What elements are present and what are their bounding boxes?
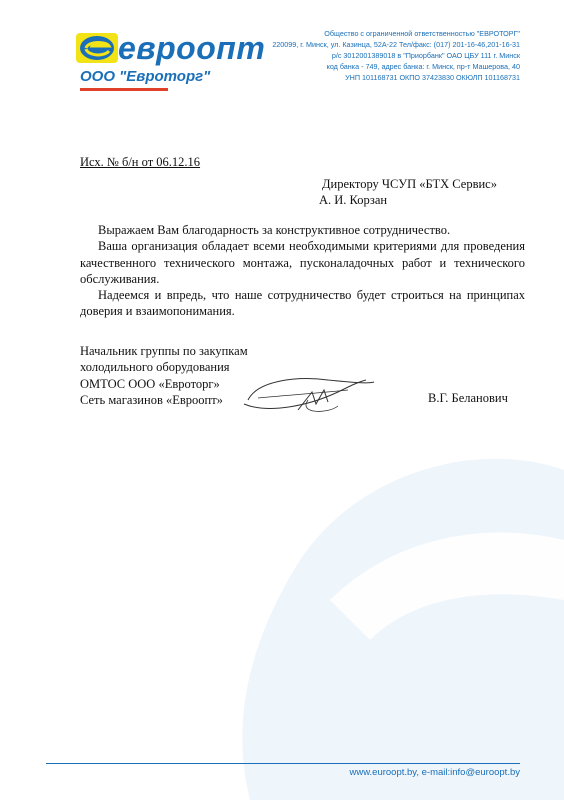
header-accent-rule [80, 88, 168, 91]
requisites-line: УНП 101168731 ОКПО 37423830 ОКЮЛП 101168731 [345, 73, 520, 82]
letter-body [80, 222, 525, 320]
euroopt-logo-icon [76, 33, 118, 63]
addressee-block [319, 176, 497, 208]
paragraph-hope: Надеемся и впредь, что наше сотрудничество будет строиться на принципах доверия и взаимопонимания. [80, 288, 525, 319]
footer-contacts: www.euroopt.by, e-mail:info@euroopt.by [349, 767, 520, 778]
company-requisites [220, 28, 520, 83]
logo-wordmark: евроопт [118, 30, 266, 66]
signatory-line: холодильного оборудования [80, 360, 230, 375]
addressee-name: А. И. Корзан [319, 193, 388, 207]
requisites-line: 220099, г. Минск, ул. Казинца, 52А-22 Тел/факс: (017) 201-16-46,201-16-31 [272, 40, 520, 49]
signatory-line: ОМТОС ООО «Евроторг» [80, 376, 220, 391]
company-short-name: ООО "Евроторг" [80, 68, 211, 85]
signer-name: В.Г. Беланович [428, 391, 508, 405]
signatory-line: Начальник группы по закупкам [80, 344, 248, 358]
paragraph-criteria: Ваша организация обладает всеми необходимыми критериями для проведения качественного технического монтажа, пусконаладочных работ и технического обслуживания. [80, 239, 525, 286]
requisites-line: код банка - 749, адрес банка: г. Минск, пр-т Машерова, 40 [326, 62, 520, 71]
paragraph-gratitude: Выражаем Вам благодарность за конструктивное сотрудничество. [98, 223, 451, 237]
outgoing-reference: Исх. № б/н от 06.12.16 [80, 155, 201, 169]
signatory-position [80, 343, 248, 408]
handwritten-signature [238, 370, 378, 416]
footer-rule [46, 763, 520, 764]
addressee-position: Директору ЧСУП «БТХ Сервис» [322, 177, 497, 191]
signatory-line: Сеть магазинов «Евроопт» [80, 392, 223, 407]
requisites-line: р/с 3012001389018 в "Приорбанк" ОАО ЦБУ 111 г. Минск [331, 51, 520, 60]
requisites-line: Общество с ограниченной ответственностью "ЕВРОТОРГ" [324, 29, 520, 38]
